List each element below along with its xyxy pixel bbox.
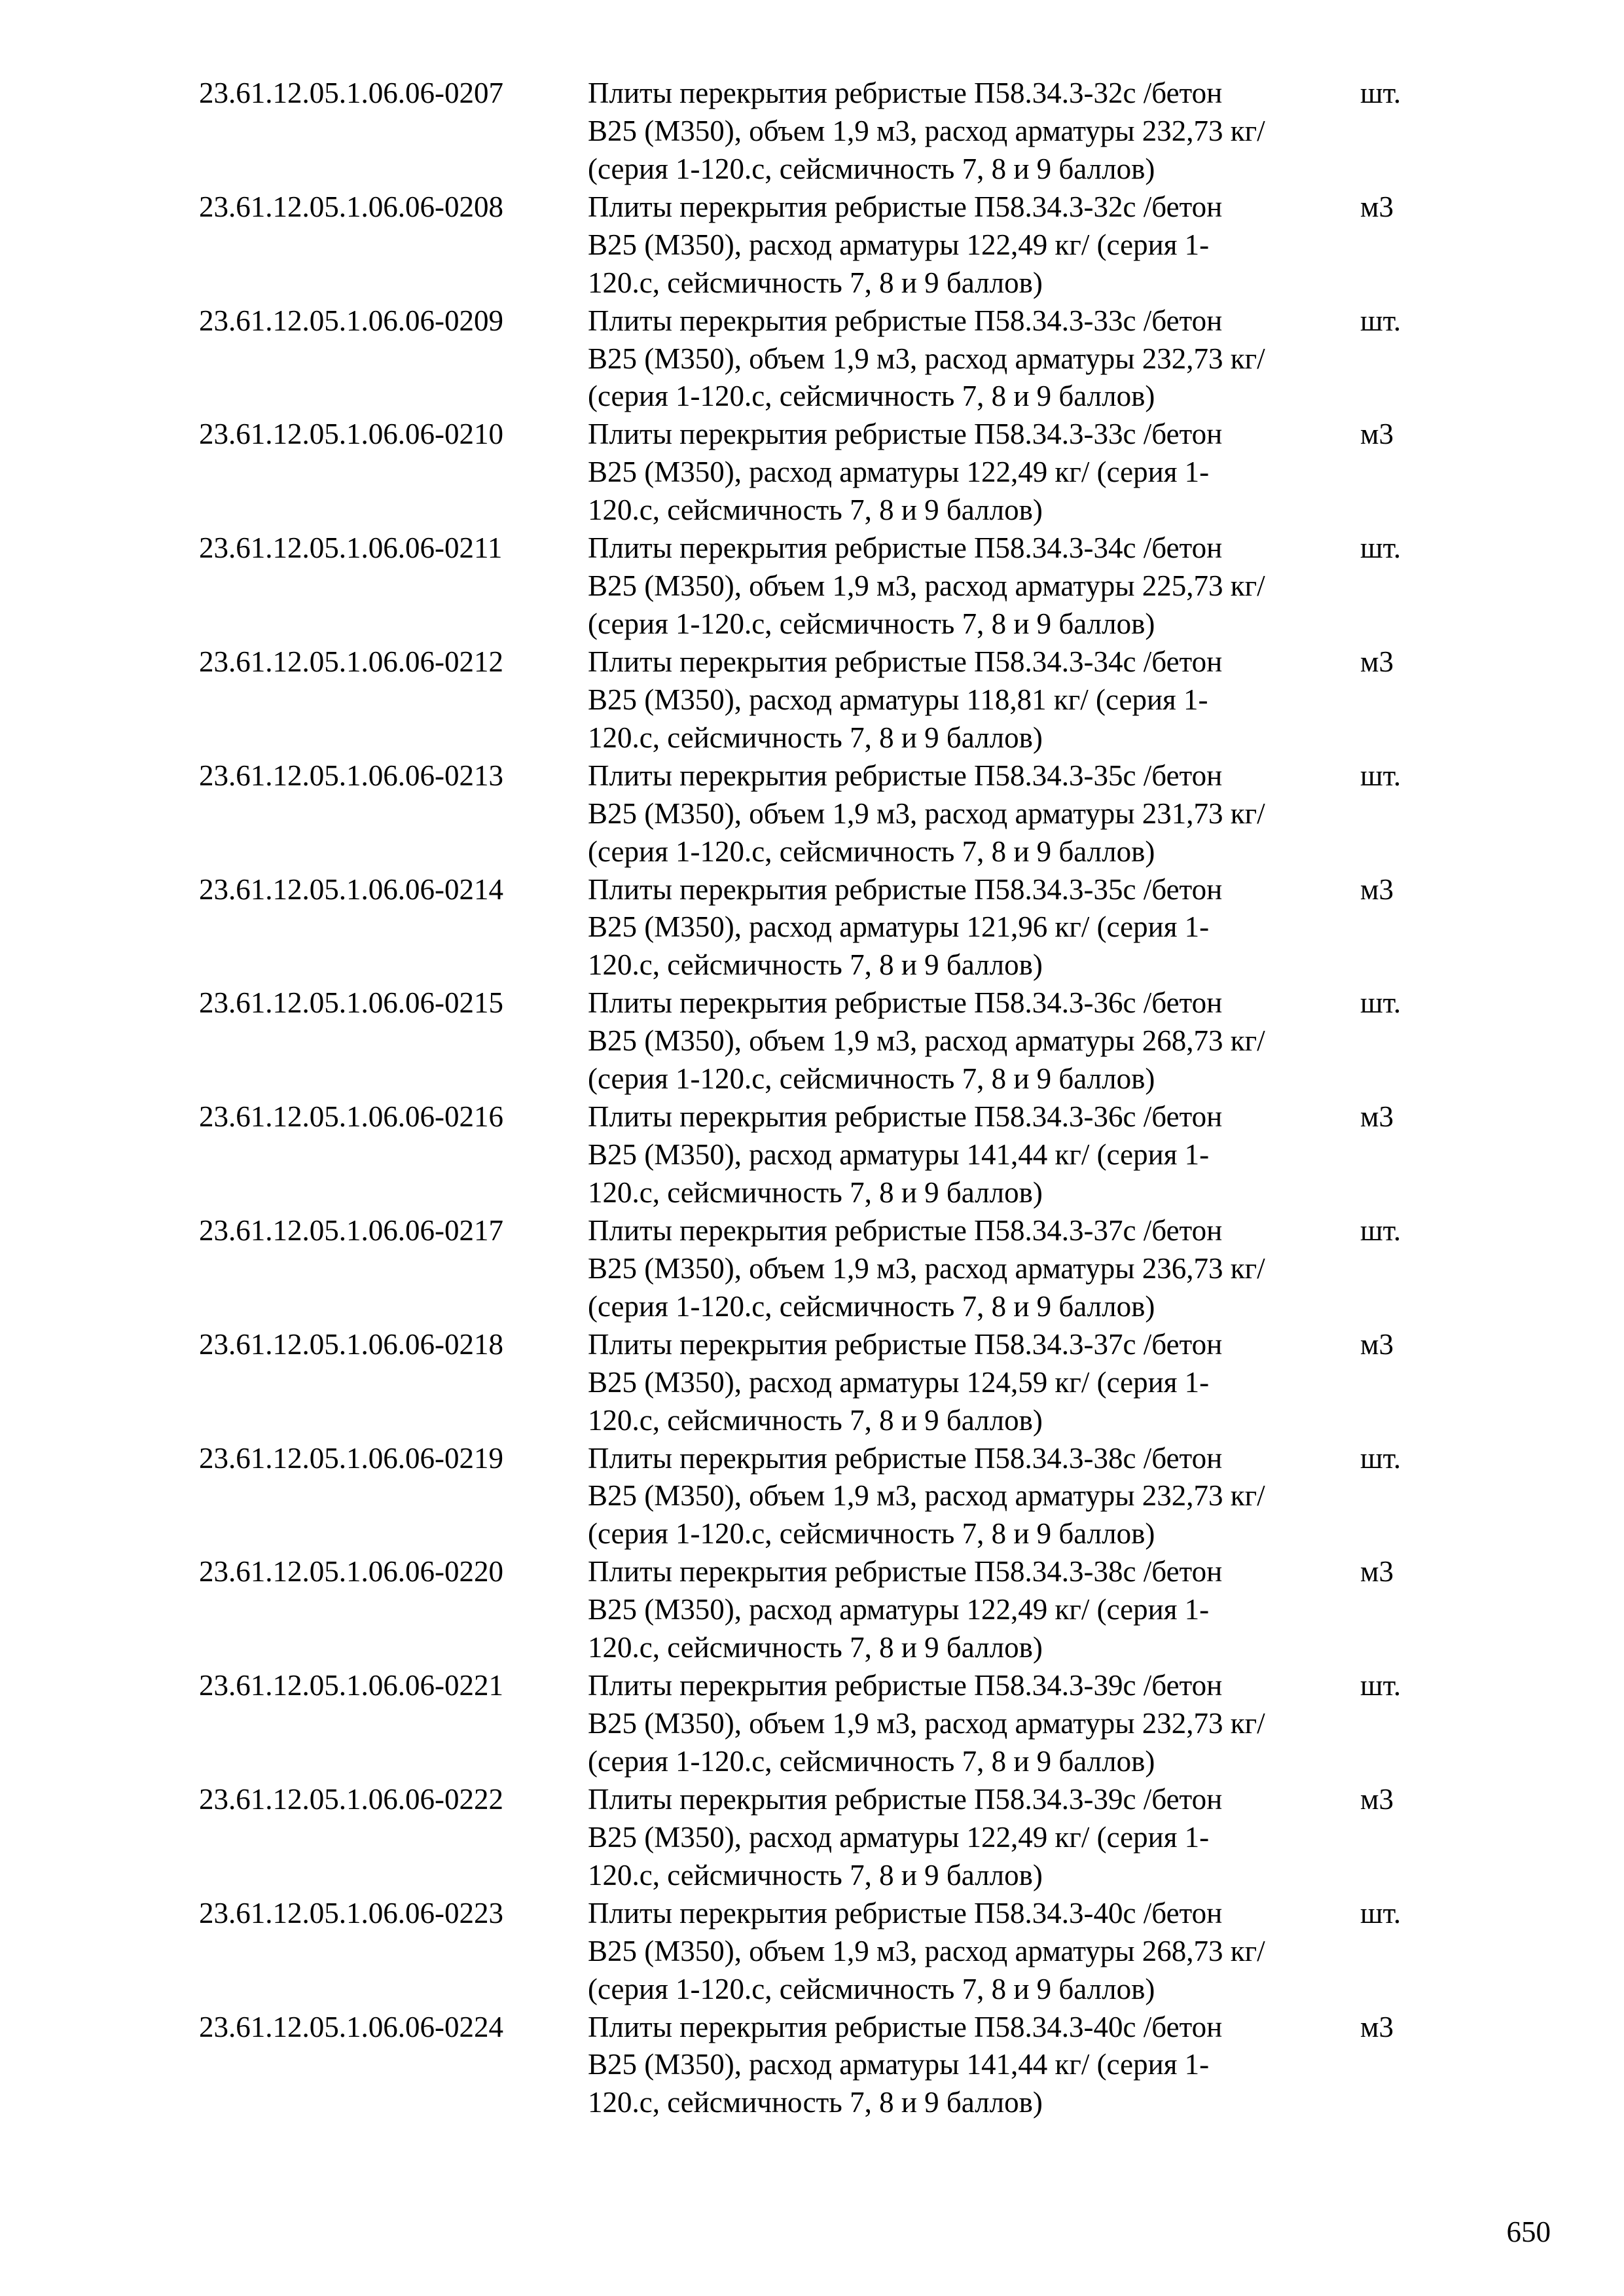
description-line: В25 (М350), расход арматуры 122,49 кг/ (серия 1-: [588, 456, 1210, 489]
description-line: (серия 1-120.с, сейсмичность 7, 8 и 9 баллов): [588, 1289, 1155, 1323]
table-row: [199, 75, 1443, 188]
description-line: Плиты перекрытия ребристые П58.34.3-40с /бетон: [588, 2010, 1223, 2043]
description-line: Плиты перекрытия ребристые П58.34.3-39с /бетон: [588, 1782, 1223, 1816]
resource-description: [588, 1326, 1360, 1440]
description-line: В25 (М350), расход арматуры 141,44 кг/ (серия 1-: [588, 1138, 1210, 1172]
resource-description: [588, 188, 1360, 302]
description-line: Плиты перекрытия ребристые П58.34.3-38с /бетон: [588, 1555, 1223, 1588]
resource-description: [588, 1553, 1360, 1667]
unit-of-measure: м3: [1360, 190, 1394, 223]
table-row: [199, 188, 1443, 302]
resource-code: 23.61.12.05.1.06.06-0220: [199, 1555, 503, 1588]
table-row: [199, 1895, 1443, 2009]
description-line: 120.с, сейсмичность 7, 8 и 9 баллов): [588, 2086, 1043, 2119]
unit-of-measure: шт.: [1360, 304, 1401, 337]
resource-description: [588, 2009, 1360, 2123]
resource-code: 23.61.12.05.1.06.06-0217: [199, 1213, 503, 1247]
unit-of-measure: м3: [1360, 872, 1394, 906]
table-row: [199, 1781, 1443, 1895]
description-line: 120.с, сейсмичность 7, 8 и 9 баллов): [588, 493, 1043, 527]
description-line: 120.с, сейсмичность 7, 8 и 9 баллов): [588, 266, 1043, 299]
table-row: [199, 2009, 1443, 2123]
unit-of-measure: шт.: [1360, 986, 1401, 1020]
resource-code: 23.61.12.05.1.06.06-0221: [199, 1669, 503, 1702]
description-line: В25 (М350), расход арматуры 122,49 кг/ (серия 1-: [588, 1820, 1210, 1854]
description-line: В25 (М350), расход арматуры 122,49 кг/ (серия 1-: [588, 228, 1210, 261]
description-line: В25 (М350), расход арматуры 122,49 кг/ (серия 1-: [588, 1593, 1210, 1626]
unit-of-measure: м3: [1360, 1782, 1394, 1816]
page-number: 650: [1506, 2215, 1551, 2248]
resource-code: 23.61.12.05.1.06.06-0209: [199, 304, 503, 337]
unit-of-measure: м3: [1360, 1555, 1394, 1588]
description-line: 120.с, сейсмичность 7, 8 и 9 баллов): [588, 721, 1043, 754]
resource-code: 23.61.12.05.1.06.06-0215: [199, 986, 503, 1020]
resource-description: [588, 1781, 1360, 1895]
resource-description: [588, 871, 1360, 985]
resource-code: 23.61.12.05.1.06.06-0213: [199, 759, 503, 792]
table-row: [199, 1098, 1443, 1212]
table-row: [199, 984, 1443, 1098]
description-line: 120.с, сейсмичность 7, 8 и 9 баллов): [588, 1631, 1043, 1664]
description-line: Плиты перекрытия ребристые П58.34.3-40с /бетон: [588, 1896, 1223, 1929]
resource-description: [588, 1667, 1360, 1781]
resource-description: [588, 1098, 1360, 1212]
description-line: В25 (М350), объем 1,9 м3, расход арматуры 232,73 кг/: [588, 1479, 1265, 1513]
resource-description: [588, 1212, 1360, 1326]
description-line: Плиты перекрытия ребристые П58.34.3-36с /бетон: [588, 986, 1223, 1020]
price-list-table: [199, 75, 1443, 2122]
description-line: В25 (М350), расход арматуры 124,59 кг/ (серия 1-: [588, 1365, 1210, 1399]
unit-of-measure: шт.: [1360, 531, 1401, 565]
resource-code: 23.61.12.05.1.06.06-0212: [199, 645, 503, 678]
resource-code: 23.61.12.05.1.06.06-0214: [199, 872, 503, 906]
description-line: В25 (М350), объем 1,9 м3, расход арматуры 236,73 кг/: [588, 1251, 1265, 1285]
description-line: Плиты перекрытия ребристые П58.34.3-32с /бетон: [588, 190, 1223, 223]
description-line: (серия 1-120.с, сейсмичность 7, 8 и 9 баллов): [588, 834, 1155, 868]
table-row: [199, 1553, 1443, 1667]
unit-of-measure: шт.: [1360, 77, 1401, 109]
resource-code: 23.61.12.05.1.06.06-0222: [199, 1782, 503, 1816]
resource-description: [588, 1895, 1360, 2009]
description-line: В25 (М350), объем 1,9 м3, расход арматуры 268,73 кг/: [588, 1934, 1265, 1967]
table-row: [199, 302, 1443, 416]
resource-code: 23.61.12.05.1.06.06-0208: [199, 190, 503, 223]
table-row: [199, 1667, 1443, 1781]
unit-of-measure: шт.: [1360, 1669, 1401, 1702]
resource-description: [588, 529, 1360, 643]
table-row: [199, 757, 1443, 871]
description-line: (серия 1-120.с, сейсмичность 7, 8 и 9 баллов): [588, 1062, 1155, 1096]
description-line: В25 (М350), объем 1,9 м3, расход арматуры 232,73 кг/: [588, 1707, 1265, 1740]
unit-of-measure: шт.: [1360, 1213, 1401, 1247]
description-line: Плиты перекрытия ребристые П58.34.3-34с /бетон: [588, 645, 1223, 678]
description-line: Плиты перекрытия ребристые П58.34.3-33с /бетон: [588, 304, 1223, 337]
unit-of-measure: м3: [1360, 1100, 1394, 1134]
resource-code: 23.61.12.05.1.06.06-0218: [199, 1327, 503, 1361]
unit-of-measure: шт.: [1360, 1896, 1401, 1929]
resource-code: 23.61.12.05.1.06.06-0223: [199, 1896, 503, 1929]
description-line: Плиты перекрытия ребристые П58.34.3-38с /бетон: [588, 1441, 1223, 1475]
description-line: В25 (М350), объем 1,9 м3, расход арматуры 232,73 кг/: [588, 114, 1265, 147]
description-line: В25 (М350), объем 1,9 м3, расход арматуры 225,73 кг/: [588, 569, 1265, 603]
description-line: (серия 1-120.с, сейсмичность 7, 8 и 9 баллов): [588, 152, 1155, 185]
unit-of-measure: шт.: [1360, 759, 1401, 792]
resource-description: [588, 416, 1360, 529]
table-row: [199, 871, 1443, 985]
table-row: [199, 529, 1443, 643]
unit-of-measure: м3: [1360, 1327, 1394, 1361]
unit-of-measure: м3: [1360, 418, 1394, 451]
table-row: [199, 416, 1443, 529]
description-line: Плиты перекрытия ребристые П58.34.3-34с /бетон: [588, 531, 1223, 565]
resource-description: [588, 75, 1360, 188]
unit-of-measure: м3: [1360, 645, 1394, 678]
description-line: Плиты перекрытия ребристые П58.34.3-37с /бетон: [588, 1213, 1223, 1247]
description-line: Плиты перекрытия ребристые П58.34.3-35с /бетон: [588, 759, 1223, 792]
description-line: Плиты перекрытия ребристые П58.34.3-36с /бетон: [588, 1100, 1223, 1134]
unit-of-measure: м3: [1360, 2010, 1394, 2043]
resource-description: [588, 643, 1360, 757]
resource-description: [588, 302, 1360, 416]
description-line: 120.с, сейсмичность 7, 8 и 9 баллов): [588, 1403, 1043, 1437]
description-line: В25 (М350), объем 1,9 м3, расход арматуры 268,73 кг/: [588, 1024, 1265, 1058]
description-line: В25 (М350), расход арматуры 121,96 кг/ (серия 1-: [588, 910, 1210, 944]
description-line: В25 (М350), расход арматуры 118,81 кг/ (серия 1-: [588, 683, 1208, 716]
description-line: В25 (М350), расход арматуры 141,44 кг/ (серия 1-: [588, 2048, 1210, 2081]
description-line: Плиты перекрытия ребристые П58.34.3-35с /бетон: [588, 872, 1223, 906]
table-row: [199, 643, 1443, 757]
description-line: 120.с, сейсмичность 7, 8 и 9 баллов): [588, 948, 1043, 982]
description-line: 120.с, сейсмичность 7, 8 и 9 баллов): [588, 1175, 1043, 1209]
description-line: Плиты перекрытия ребристые П58.34.3-33с /бетон: [588, 418, 1223, 451]
description-line: В25 (М350), объем 1,9 м3, расход арматуры 232,73 кг/: [588, 342, 1265, 375]
description-line: (серия 1-120.с, сейсмичность 7, 8 и 9 баллов): [588, 1972, 1155, 2005]
unit-of-measure: шт.: [1360, 1441, 1401, 1475]
description-line: Плиты перекрытия ребристые П58.34.3-37с /бетон: [588, 1327, 1223, 1361]
table-row: [199, 1326, 1443, 1440]
resource-code: 23.61.12.05.1.06.06-0219: [199, 1441, 503, 1475]
description-line: Плиты перекрытия ребристые П58.34.3-32с /бетон: [588, 77, 1223, 109]
resource-code: 23.61.12.05.1.06.06-0211: [199, 531, 503, 565]
description-line: (серия 1-120.с, сейсмичность 7, 8 и 9 баллов): [588, 380, 1155, 413]
description-line: (серия 1-120.с, сейсмичность 7, 8 и 9 баллов): [588, 607, 1155, 640]
resource-description: [588, 757, 1360, 871]
description-line: (серия 1-120.с, сейсмичность 7, 8 и 9 баллов): [588, 1744, 1155, 1778]
description-line: Плиты перекрытия ребристые П58.34.3-39с /бетон: [588, 1669, 1223, 1702]
table-row: [199, 1440, 1443, 1554]
description-line: 120.с, сейсмичность 7, 8 и 9 баллов): [588, 1858, 1043, 1892]
resource-description: [588, 984, 1360, 1098]
resource-code: 23.61.12.05.1.06.06-0210: [199, 418, 503, 451]
description-line: (серия 1-120.с, сейсмичность 7, 8 и 9 баллов): [588, 1517, 1155, 1551]
resource-code: 23.61.12.05.1.06.06-0216: [199, 1100, 503, 1134]
resource-code: 23.61.12.05.1.06.06-0224: [199, 2010, 503, 2043]
resource-description: [588, 1440, 1360, 1554]
resource-code: 23.61.12.05.1.06.06-0207: [199, 77, 503, 109]
description-line: В25 (М350), объем 1,9 м3, расход арматуры 231,73 кг/: [588, 797, 1265, 830]
table-row: [199, 1212, 1443, 1326]
